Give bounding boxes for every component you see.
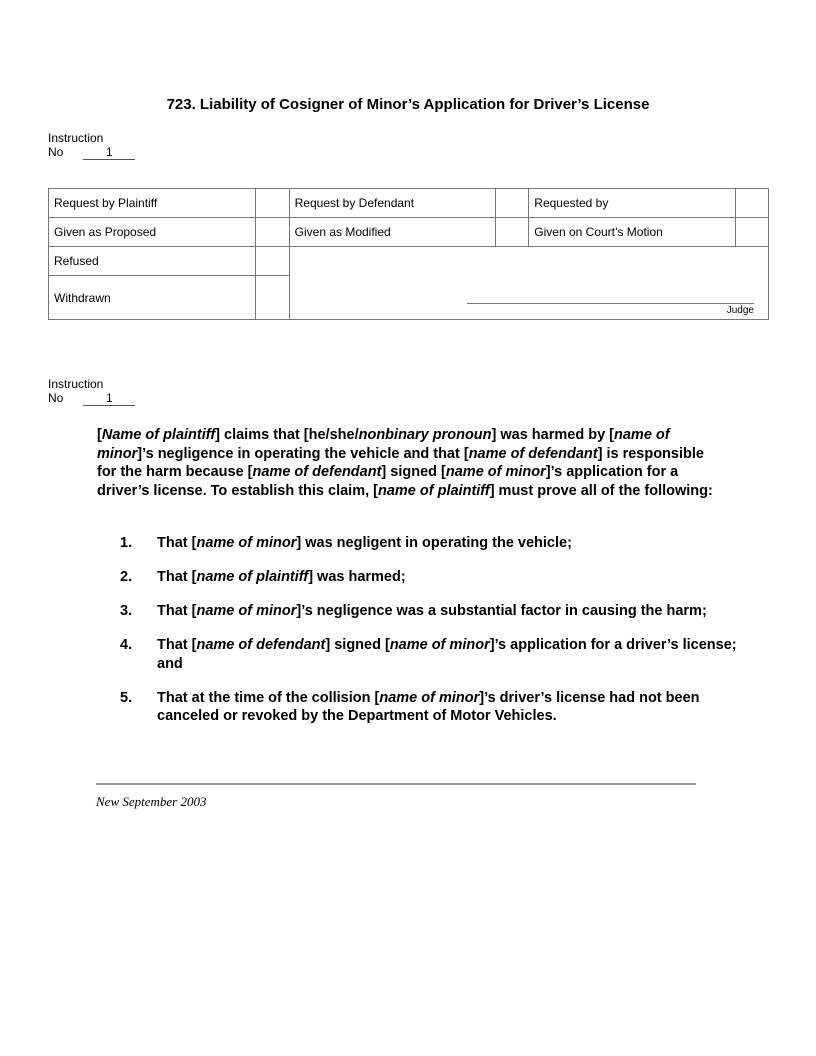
disposition-table <box>48 188 769 320</box>
table-row <box>49 218 769 247</box>
text-segment: ] claims that [he/she/ <box>215 427 359 443</box>
requested-by-checkbox[interactable] <box>736 189 769 218</box>
element-number: 4. <box>120 637 133 653</box>
element-number: 2. <box>120 569 133 585</box>
withdrawn-checkbox[interactable] <box>255 276 289 320</box>
text-segment: ] signed [ <box>381 464 446 480</box>
element-text <box>157 689 737 726</box>
placeholder-text: name of defendant <box>196 637 326 653</box>
given-as-proposed-checkbox[interactable] <box>255 218 289 247</box>
given-as-modified-label: Given as Modified <box>289 218 496 247</box>
requested-by-label: Requested by <box>529 189 736 218</box>
refused-label: Refused <box>49 247 256 276</box>
instruction-number-field[interactable]: 1 <box>83 392 135 406</box>
no-label: No <box>48 145 64 159</box>
placeholder-text: name of minor <box>196 535 297 551</box>
judge-signature-area <box>289 247 768 320</box>
element-text <box>157 568 737 587</box>
text-segment: ] was harmed by [ <box>491 427 614 443</box>
text-segment: ] was harmed; <box>308 569 406 585</box>
given-on-courts-motion-checkbox[interactable] <box>736 218 769 247</box>
text-segment: That at the time of the collision [ <box>157 689 380 706</box>
given-on-courts-motion-label: Given on Court’s Motion <box>529 218 736 247</box>
placeholder-text: name of minor <box>445 464 546 480</box>
instruction-number-field[interactable]: 1 <box>83 146 135 160</box>
placeholder-text: name of minor <box>389 637 490 653</box>
placeholder-text: Name of plaintiff <box>101 427 216 443</box>
text-segment: That [ <box>157 569 197 585</box>
text-segment: [ <box>97 427 102 443</box>
no-label: No <box>48 391 64 405</box>
judge-label: Judge <box>726 305 754 316</box>
elements-list <box>97 534 737 741</box>
footer-divider <box>96 783 696 785</box>
instruction-label: Instruction <box>48 131 104 145</box>
text-segment: ]’s driver’s license had not been canceled or revoked by the Department of Motor Vehicles. <box>157 689 700 724</box>
table-row <box>49 189 769 218</box>
request-by-plaintiff-checkbox[interactable] <box>255 189 289 218</box>
placeholder-text: name of defendant <box>468 445 598 462</box>
placeholder-text: name of minor <box>379 689 480 706</box>
instruction-label: Instruction <box>48 377 104 391</box>
text-segment: That [ <box>157 603 197 619</box>
placeholder-text: name of defendant <box>252 464 382 480</box>
instruction-intro-paragraph <box>97 426 727 500</box>
judge-signature-line[interactable] <box>467 303 754 304</box>
request-by-defendant-checkbox[interactable] <box>496 189 529 218</box>
text-segment: ]’s application for a driver’s license; and <box>157 637 737 672</box>
text-segment: ] must prove all of the following: <box>489 482 713 499</box>
list-item <box>97 602 737 621</box>
text-segment: ]’s negligence in operating the vehicle and that [ <box>137 445 469 462</box>
request-by-defendant-label: Request by Defendant <box>289 189 496 218</box>
text-segment: ]’s application for a driver’s license. To establish this claim, [ <box>97 464 679 499</box>
instruction-title: 723. Liability of Cosigner of Minor’s Application for Driver’s License <box>166 96 650 113</box>
placeholder-text: name of minor <box>97 427 670 462</box>
element-text <box>157 602 737 621</box>
element-number: 5. <box>120 689 133 706</box>
placeholder-text: name of plaintiff <box>377 482 490 499</box>
text-segment: ] was negligent in operating the vehicle; <box>296 535 572 551</box>
placeholder-text: nonbinary pronoun <box>358 427 492 443</box>
placeholder-text: name of minor <box>196 603 297 619</box>
text-segment: ]’s negligence was a substantial factor in causing the harm; <box>296 603 707 619</box>
element-text <box>157 636 737 673</box>
placeholder-text: name of plaintiff <box>196 569 309 585</box>
instruction-number-block <box>48 131 135 160</box>
refused-checkbox[interactable] <box>255 247 289 276</box>
text-segment: ] signed [ <box>325 637 390 653</box>
element-number: 3. <box>120 603 133 619</box>
list-item <box>97 636 737 673</box>
table-row <box>49 247 769 276</box>
withdrawn-label: Withdrawn <box>49 276 256 320</box>
list-item <box>97 534 737 553</box>
revision-note: New September 2003 <box>96 794 207 809</box>
list-item <box>97 568 737 587</box>
text-segment: ] is responsible for the harm because [ <box>97 445 704 480</box>
text-segment: That [ <box>157 535 197 551</box>
request-by-plaintiff-label: Request by Plaintiff <box>49 189 256 218</box>
given-as-modified-checkbox[interactable] <box>496 218 529 247</box>
element-number: 1. <box>120 535 133 551</box>
instruction-number-block-2 <box>48 377 135 406</box>
element-text <box>157 534 737 553</box>
text-segment: That [ <box>157 637 197 653</box>
list-item <box>97 689 737 726</box>
given-as-proposed-label: Given as Proposed <box>49 218 256 247</box>
